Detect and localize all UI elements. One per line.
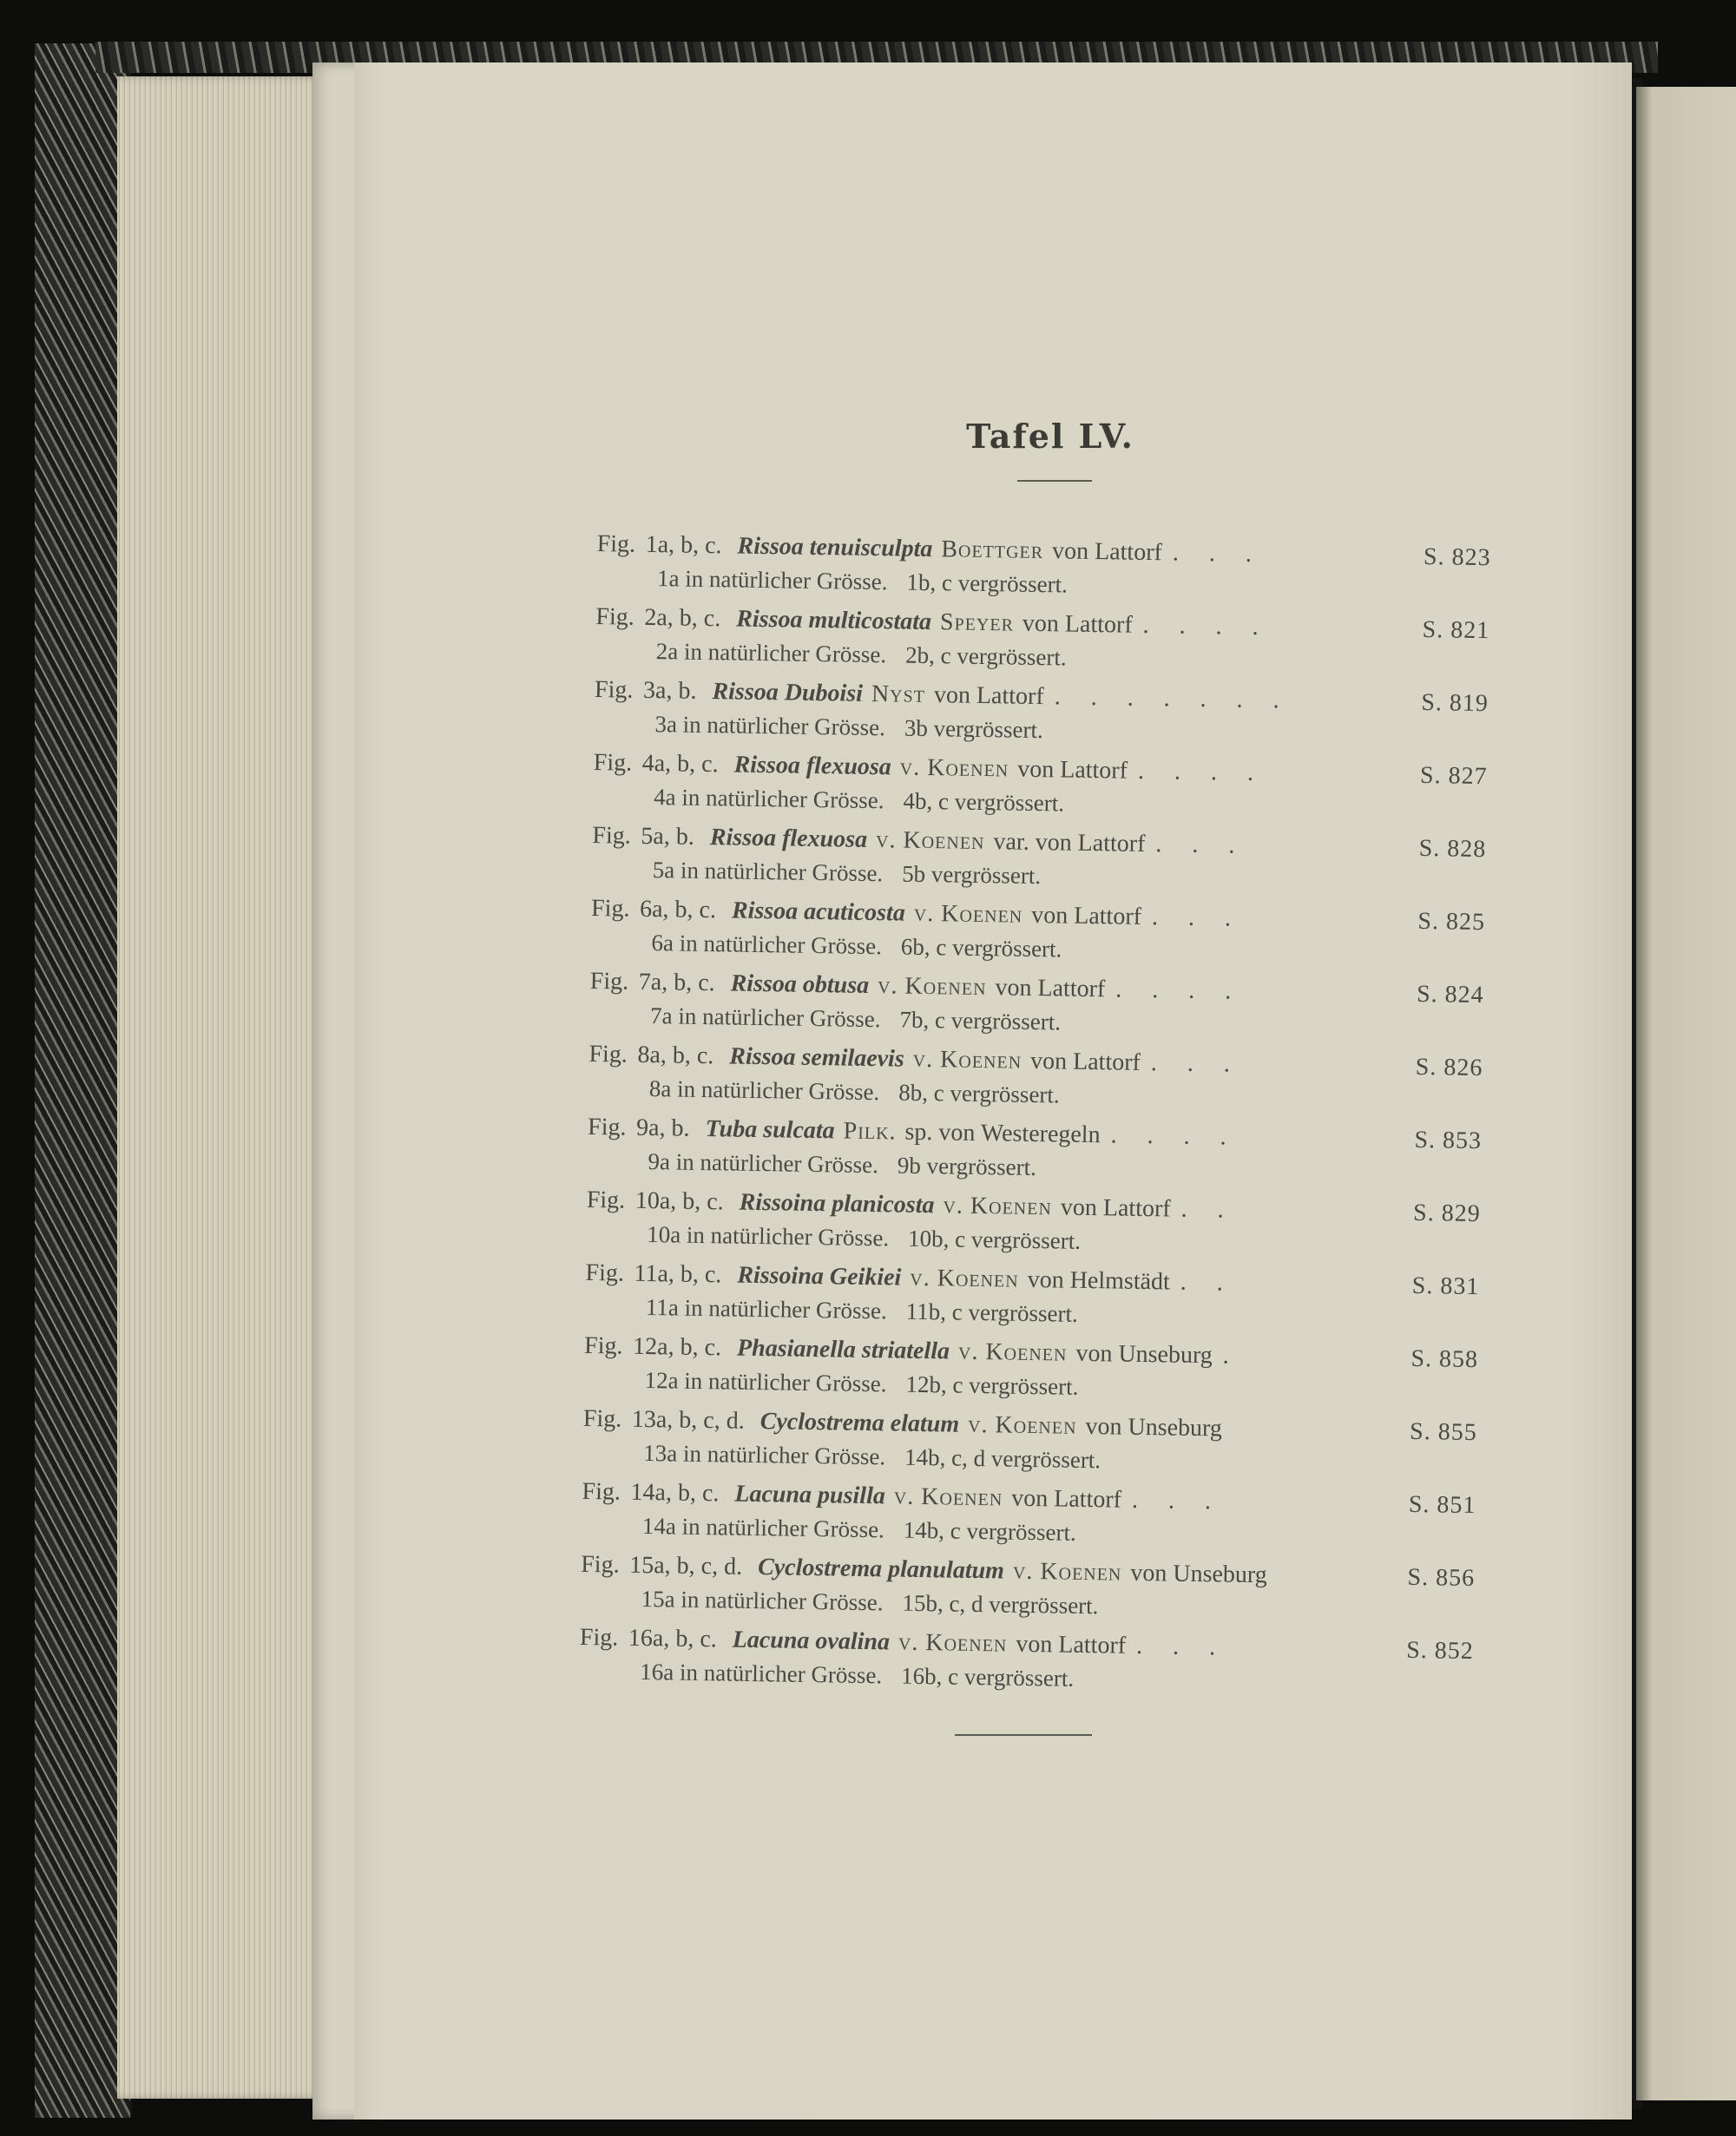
author-name: Speyer [939, 608, 1015, 637]
species-name: Tuba sulcata [705, 1115, 835, 1145]
page-reference: S. 855 [1409, 1417, 1477, 1447]
leader-dots: . . . [1131, 1486, 1224, 1515]
locality: sp. von Westeregeln [904, 1118, 1101, 1149]
locality: von Unseburg [1075, 1339, 1213, 1370]
species-name: Rissoa obtusa [730, 969, 870, 999]
locality: von Lattorf [1029, 1047, 1141, 1076]
locality: von Lattorf [1051, 537, 1163, 567]
species-name: Rissoina Geikiei [737, 1261, 902, 1291]
locality: von Helmstädt [1027, 1265, 1171, 1296]
locality: von Lattorf [1011, 1484, 1122, 1514]
fig-letters: 10a, b, c. [635, 1186, 724, 1216]
fig-letters: 13a, b, c, d. [631, 1405, 745, 1435]
species-name: Lacuna ovalina [732, 1626, 891, 1656]
natural-size-note: 16a in natürlicher Grösse. [640, 1658, 883, 1689]
page-reference: S. 851 [1408, 1490, 1476, 1520]
enlarged-note: 11b, c vergrössert. [905, 1298, 1078, 1327]
author-name: v. Koenen [957, 1337, 1068, 1367]
fig-label: Fig. [580, 1550, 620, 1579]
enlarged-note: 1b, c vergrössert. [906, 569, 1069, 598]
page-reference: S. 831 [1411, 1272, 1480, 1301]
locality: von Lattorf [1060, 1193, 1171, 1223]
fig-label: Fig. [587, 1113, 627, 1141]
enlarged-note: 14b, c, d vergrössert. [904, 1443, 1101, 1474]
locality: von Unseburg [1130, 1559, 1267, 1589]
fig-letters: 1a, b, c. [645, 530, 722, 560]
leader-dots: . . . [1151, 904, 1244, 932]
author-name: v. Koenen [893, 1482, 1003, 1512]
natural-size-note: 2a in natürlicher Grösse. [655, 638, 887, 668]
enlarged-note: 15b, c, d vergrössert. [902, 1589, 1099, 1620]
fig-letters: 14a, b, c. [630, 1478, 720, 1508]
natural-size-note: 7a in natürlicher Grösse. [649, 1002, 881, 1033]
fig-label: Fig. [583, 1331, 623, 1360]
species-name: Rissoa semilaevis [729, 1042, 904, 1073]
figure-entry [582, 1403, 1477, 1489]
page-edges [117, 76, 326, 2099]
enlarged-note: 9b vergrössert. [897, 1152, 1037, 1181]
locality: von Unseburg [1085, 1412, 1223, 1443]
leader-dots: . . . . [1142, 611, 1271, 641]
page-reference: S. 828 [1418, 834, 1487, 864]
leader-dots [1267, 1582, 1384, 1584]
natural-size-note: 6a in natürlicher Grösse. [651, 930, 883, 960]
fig-letters: 4a, b, c. [641, 749, 719, 779]
species-name: Rissoa Duboisi [712, 678, 864, 707]
end-rule [955, 1734, 1092, 1736]
figure-entry [582, 1475, 1476, 1562]
enlarged-note: 3b vergrössert. [904, 714, 1044, 744]
species-name: Rissoa acuticosta [731, 897, 906, 927]
author-name: Nyst [871, 680, 926, 708]
enlarged-note: 7b, c vergrössert. [899, 1006, 1062, 1035]
fig-letters: 11a, b, c. [634, 1259, 722, 1289]
author-name: v. Koenen [967, 1410, 1077, 1440]
page-reference: S. 852 [1405, 1636, 1475, 1666]
figure-entry [579, 1621, 1474, 1708]
page-title: Tafel LV. [966, 417, 1134, 456]
natural-size-note: 11a in natürlicher Grösse. [645, 1293, 888, 1324]
locality: von Lattorf [1016, 1630, 1127, 1660]
page-reference: S. 824 [1416, 980, 1484, 1009]
natural-size-note: 15a in natürlicher Grösse. [641, 1585, 884, 1616]
fig-letters: 15a, b, c, d. [628, 1551, 743, 1581]
figure-entry [588, 1038, 1483, 1125]
page-reference: S. 858 [1410, 1344, 1479, 1374]
natural-size-note: 3a in natürlicher Grösse. [654, 711, 886, 741]
enlarged-note: 5b vergrössert. [901, 860, 1042, 890]
enlarged-note: 4b, c vergrössert. [903, 787, 1065, 817]
author-name: v. Koenen [899, 753, 1009, 783]
page-reference: S. 829 [1412, 1199, 1481, 1228]
fig-letters: 5a, b. [641, 822, 695, 851]
enlarged-note: 12b, c vergrössert. [905, 1370, 1079, 1400]
locality: von Lattorf [933, 681, 1044, 711]
fig-label: Fig. [582, 1477, 621, 1506]
species-name: Lacuna pusilla [734, 1480, 886, 1510]
species-name: Phasianella striatella [736, 1334, 950, 1365]
figure-entry [591, 819, 1486, 906]
species-name: Cyclostrema elatum [760, 1408, 960, 1438]
locality: von Lattorf [1016, 755, 1128, 785]
natural-size-note: 8a in natürlicher Grösse. [648, 1075, 880, 1106]
leader-dots: . . . . [1110, 1121, 1239, 1151]
facing-page [1636, 87, 1736, 2100]
figure-entry [594, 674, 1489, 760]
figure-entry [584, 1257, 1479, 1344]
species-name: Cyclostrema planulatum [757, 1554, 1005, 1585]
species-name: Rissoa tenuisculpta [737, 532, 933, 563]
author-name: Boettger [941, 536, 1044, 565]
author-name: v. Koenen [1012, 1557, 1122, 1587]
locality: von Lattorf [995, 974, 1106, 1003]
fig-label: Fig. [595, 602, 635, 631]
enlarged-note: 6b, c vergrössert. [900, 933, 1062, 963]
page-reference: S. 827 [1419, 761, 1488, 791]
leader-dots: . . . [1135, 1632, 1228, 1661]
natural-size-note: 5a in natürlicher Grösse. [652, 857, 884, 887]
fig-letters: 7a, b, c. [638, 968, 715, 997]
fig-label: Fig. [596, 529, 636, 558]
figure-entry [587, 1111, 1482, 1198]
leader-dots: . . . [1155, 831, 1247, 859]
figure-entry [586, 1184, 1481, 1271]
figure-list [579, 528, 1491, 1708]
fig-letters: 9a, b. [635, 1114, 690, 1142]
figure-entry [580, 1548, 1475, 1635]
locality: von Lattorf [1022, 609, 1133, 639]
leader-dots: . . [1180, 1195, 1236, 1224]
page-reference: S. 821 [1422, 615, 1490, 645]
fig-label: Fig. [589, 1040, 628, 1068]
fig-label: Fig. [579, 1623, 619, 1652]
author-name: v. Koenen [913, 899, 1023, 929]
figure-entry [595, 601, 1489, 687]
fig-label: Fig. [589, 967, 629, 996]
enlarged-note: 16b, c vergrössert. [900, 1662, 1075, 1692]
leader-dots: . [1222, 1342, 1242, 1370]
page-reference: S. 819 [1421, 688, 1489, 718]
leader-dots: . . . . . . . [1054, 683, 1292, 714]
author-name: v. Koenen [898, 1628, 1008, 1658]
fig-label: Fig. [592, 821, 632, 850]
figure-entry [596, 528, 1491, 615]
locality: var. von Lattorf [993, 828, 1146, 858]
title-rule [1017, 480, 1092, 482]
page-reference: S. 823 [1423, 542, 1491, 572]
leader-dots: . . . . [1137, 757, 1266, 787]
locality: von Lattorf [1031, 901, 1142, 930]
figure-entry [593, 746, 1488, 833]
species-name: Rissoa flexuosa [733, 751, 892, 781]
fig-label: Fig. [582, 1404, 622, 1433]
enlarged-note: 8b, c vergrössert. [898, 1079, 1060, 1108]
fig-letters: 12a, b, c. [632, 1332, 722, 1362]
author-name: v. Koenen [912, 1045, 1023, 1075]
page-reference: S. 825 [1417, 907, 1486, 937]
figure-entry [590, 892, 1485, 979]
author-name: Pilk. [843, 1117, 897, 1146]
fig-label: Fig. [593, 748, 633, 777]
natural-size-note: 14a in natürlicher Grösse. [641, 1512, 885, 1543]
natural-size-note: 10a in natürlicher Grösse. [646, 1221, 890, 1252]
author-name: v. Koenen [875, 826, 985, 856]
fig-letters: 2a, b, c. [644, 603, 721, 633]
figure-entry [583, 1330, 1478, 1416]
enlarged-note: 14b, c vergrössert. [903, 1516, 1077, 1546]
page-reference: S. 856 [1407, 1563, 1476, 1593]
species-name: Rissoina planicosta [739, 1188, 935, 1219]
fig-label: Fig. [585, 1259, 625, 1287]
natural-size-note: 12a in natürlicher Grösse. [644, 1366, 887, 1397]
natural-size-note: 9a in natürlicher Grösse. [648, 1148, 879, 1179]
author-name: v. Koenen [877, 972, 987, 1002]
enlarged-note: 2b, c vergrössert. [904, 641, 1067, 671]
fig-label: Fig. [586, 1186, 626, 1214]
author-name: v. Koenen [943, 1192, 1053, 1221]
species-name: Rissoa flexuosa [709, 824, 868, 853]
natural-size-note: 1a in natürlicher Grösse. [656, 565, 888, 595]
leader-dots: . . . [1172, 539, 1265, 569]
fig-letters: 8a, b, c. [637, 1041, 714, 1070]
fig-letters: 3a, b. [642, 676, 697, 705]
leader-dots: . . [1180, 1268, 1236, 1297]
leader-dots: . . . [1150, 1049, 1243, 1078]
leader-dots [1222, 1436, 1387, 1438]
fig-label: Fig. [590, 894, 630, 923]
fig-letters: 6a, b, c. [639, 895, 717, 924]
species-name: Rissoa multicostata [735, 605, 932, 636]
fig-label: Fig. [594, 675, 634, 704]
leader-dots: . . . . [1115, 976, 1244, 1005]
figure-entry [589, 965, 1484, 1052]
fig-letters: 16a, b, c. [628, 1624, 718, 1653]
enlarged-note: 10b, c vergrössert. [907, 1225, 1082, 1254]
author-name: v. Koenen [910, 1264, 1019, 1293]
natural-size-note: 13a in natürlicher Grösse. [643, 1439, 886, 1470]
natural-size-note: 4a in natürlicher Grösse. [653, 784, 884, 814]
page-reference: S. 853 [1414, 1126, 1483, 1155]
page-reference: S. 826 [1415, 1053, 1483, 1082]
